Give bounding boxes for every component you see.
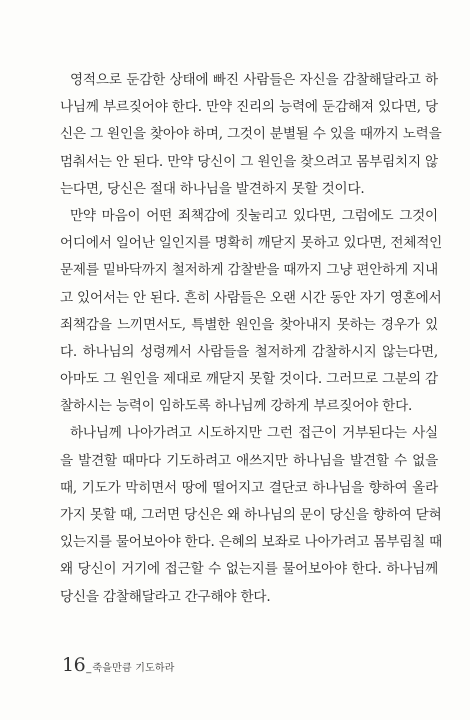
text-line: 는다면, 당신은 절대 하나님을 발견하지 못할 것이다. — [60, 180, 365, 197]
text-line: 하나님께 나아가려고 시도하지만 그런 접근이 거부된다는 사실 — [70, 425, 438, 442]
page-number: 16 — [62, 654, 86, 676]
text-line: 죄책감을 느끼면서도, 특별한 원인을 찾아내지 못하는 경우가 있 — [60, 316, 438, 333]
paragraph-2 — [60, 203, 443, 421]
footer-separator: _ — [86, 663, 92, 674]
text-line: 고 있어서는 안 된다. 흔히 사람들은 오랜 시간 동안 자기 영혼에서 — [60, 289, 442, 306]
page-footer — [62, 654, 175, 676]
text-line: 문제를 밑바닥까지 철저하게 감찰받을 때까지 그냥 편안하게 지내 — [60, 262, 438, 279]
text-line: 아마도 그 원인을 제대로 깨닫지 못할 것이다. 그러므로 그분의 감 — [60, 371, 438, 388]
text-line: 왜 당신이 거기에 접근할 수 없는지를 물어보아야 한다. 하나님께 — [60, 561, 438, 578]
text-line: 을 발견할 때마다 기도하려고 애쓰지만 하나님을 발견할 수 없을 — [60, 452, 438, 469]
text-line: 찰하시는 능력이 임하도록 하나님께 강하게 부르짖어야 한다. — [60, 398, 413, 415]
text-line: 어디에서 일어난 일인지를 명확히 깨닫지 못하고 있다면, 전체적인 — [60, 235, 443, 252]
text-line: 영적으로 둔감한 상태에 빠진 사람들은 자신을 감찰해달라고 하 — [70, 72, 438, 88]
paragraph-1 — [60, 67, 442, 203]
text-line: 있는지를 물어보아야 한다. 은혜의 보좌로 나아가려고 몸부림칠 때 — [60, 534, 443, 551]
text-line: 멈춰서는 안 된다. 만약 당신이 그 원인을 찾으려고 몸부림치지 않 — [60, 153, 438, 170]
text-line: 다. 하나님의 성령께서 사람들을 철저하게 감찰하시지 않는다면, — [60, 343, 438, 360]
text-line: 때, 기도가 막히면서 땅에 떨어지고 결단코 하나님을 향하여 올라 — [60, 479, 438, 496]
text-line: 가지 못할 때, 그러면 당신은 왜 하나님의 문이 당신을 향하여 닫혀 — [60, 507, 442, 523]
text-line: 만약 마음이 어떤 죄책감에 짓눌리고 있다면, 그럼에도 그것이 — [70, 207, 438, 224]
text-line: 당신을 감찰해달라고 간구해야 한다. — [60, 588, 271, 605]
text-line: 신은 그 원인을 찾아야 하며, 그것이 분별될 수 있을 때까지 노력을 — [60, 126, 442, 143]
paragraph-3 — [60, 420, 443, 610]
text-line: 나님께 부르짖어야 한다. 만약 진리의 능력에 둔감해져 있다면, 당 — [60, 99, 438, 116]
body-text — [60, 67, 443, 611]
running-title: 죽을만큼 기도하라 — [92, 663, 175, 674]
